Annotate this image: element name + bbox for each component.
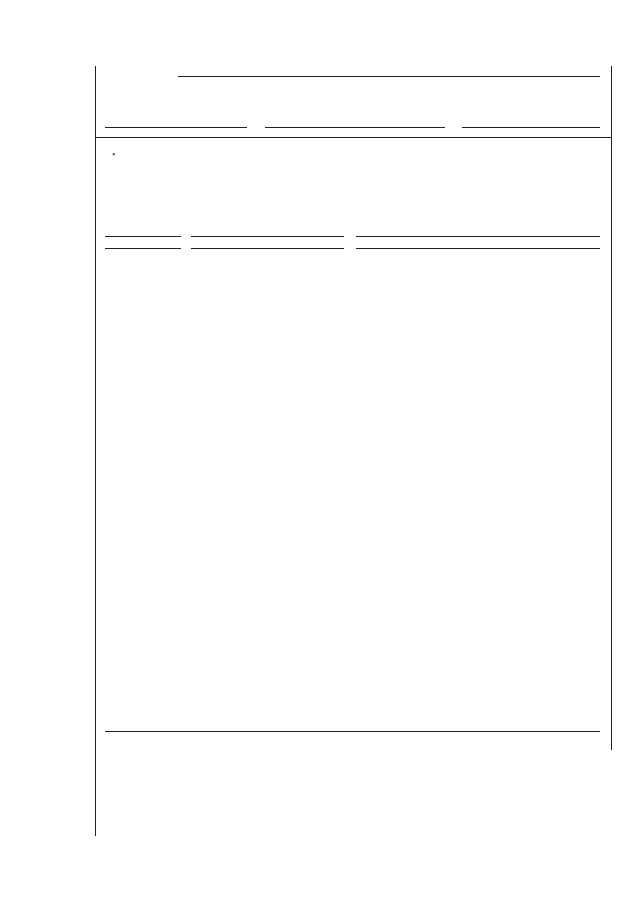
address-fill-line [105,731,600,732]
object-fill-line-6 [356,248,600,249]
frame-right-border [611,66,612,750]
object-fill-line-1 [105,236,181,237]
frame-left-border [95,66,96,836]
object-fill-line-5 [191,248,344,249]
schedule-fill-line-1 [105,127,247,128]
engineers-fill-line [178,76,600,77]
object-fill-line-2 [191,236,344,237]
bullet-mark: • [112,150,116,161]
schedule-fill-line-3 [462,127,600,128]
object-fill-line-4 [105,248,181,249]
schedule-fill-line-2 [265,127,445,128]
object-fill-line-3 [356,236,600,237]
separator-line [95,137,611,138]
